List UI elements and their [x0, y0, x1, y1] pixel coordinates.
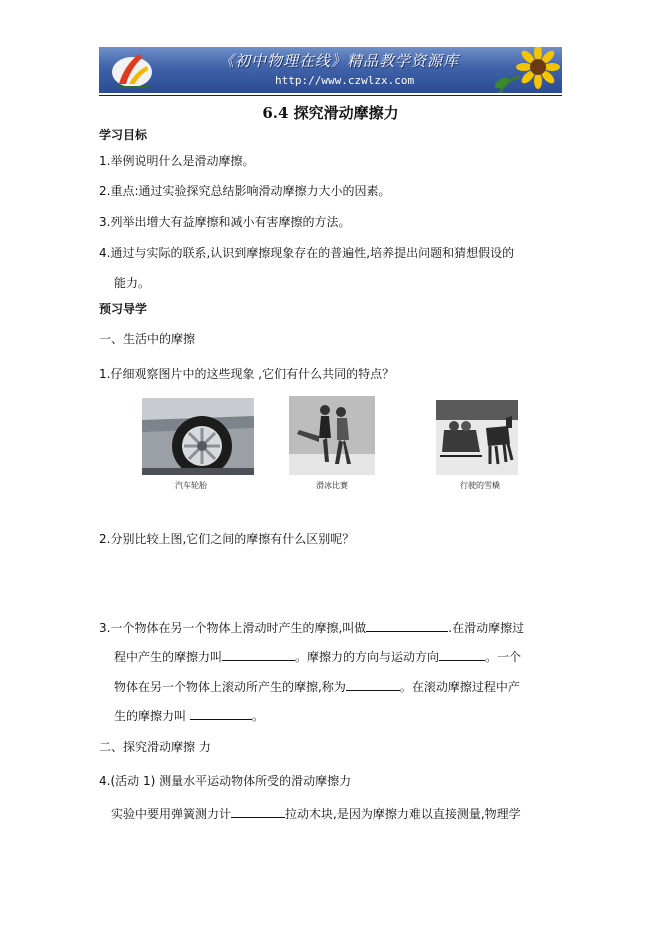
banner-url: http://www.czwlzx.com [275, 74, 415, 87]
question-4: 4.(活动 1) 测量水平运动物体所受的滑动摩擦力 [99, 774, 352, 788]
caption-skating: 滑冰比赛 [316, 481, 348, 490]
part1-heading: 一、生活中的摩擦 [99, 332, 196, 346]
answer-blank[interactable] [439, 648, 485, 661]
q3-text-3a: 物体在另一个物体上滚动所产生的摩擦,称为 [114, 680, 346, 694]
question-3-line-4 [114, 707, 264, 724]
question-3-line-2 [114, 648, 521, 665]
header-banner [99, 47, 562, 93]
goals-heading: 学习目标 [99, 128, 148, 142]
banner-title: 《初中物理在线》精品教学资源库 [219, 52, 460, 70]
part2-heading: 二、探究滑动摩擦 力 [99, 740, 211, 754]
goal-1: 1.举例说明什么是滑动摩擦。 [99, 154, 255, 168]
q4-text-a: 实验中要用弹簧测力计 [111, 807, 232, 821]
question-2: 2.分别比较上图,它们之间的摩擦有什么区别呢？ [99, 532, 355, 546]
q3-text-2c: 。一个 [485, 650, 522, 664]
question-3-line-3 [114, 678, 520, 695]
logo-icon [109, 50, 155, 90]
q3-text-3b: 。在滚动摩擦过程中产 [399, 680, 520, 694]
answer-blank[interactable] [366, 619, 448, 632]
caption-sled: 行驶的雪橇 [460, 481, 500, 490]
answer-blank[interactable] [346, 678, 400, 691]
q4-text-b: 拉动木块,是因为摩擦力难以直接测量,物理学 [285, 807, 521, 821]
q3-text-2a: 程中产生的摩擦力叫 [114, 650, 223, 664]
goal-2: 2.重点:通过实验探究总结影响滑动摩擦力大小的因素。 [99, 184, 391, 198]
skating-image [289, 396, 375, 475]
q3-text-2b: 。摩擦力的方向与运动方向 [295, 650, 440, 664]
sled-image [436, 400, 518, 475]
goal-4: 4.通过与实际的联系,认识到摩擦现象存在的普遍性,培养提出问题和猜想假设的 [99, 246, 515, 260]
q3-text-1a: 3.一个物体在另一个物体上滑动时产生的摩擦,叫做 [99, 621, 367, 635]
goal-4-cont: 能力。 [114, 276, 151, 290]
question-3-line-1 [99, 619, 524, 636]
preview-heading: 预习导学 [99, 302, 148, 316]
answer-blank[interactable] [190, 707, 252, 720]
q3-text-1b: .在滑动摩擦过 [448, 621, 525, 635]
caption-car-tire: 汽车轮胎 [175, 481, 207, 490]
header-rule [99, 95, 562, 96]
answer-blank[interactable] [231, 805, 285, 818]
q3-text-4a: 生的摩擦力叫 [114, 709, 187, 723]
q3-text-4b: 。 [252, 709, 265, 723]
sunflower-icon [480, 47, 560, 93]
question-4-body [111, 805, 521, 822]
answer-blank[interactable] [222, 648, 295, 661]
question-1: 1.仔细观察图片中的这些现象 ,它们有什么共同的特点？ [99, 367, 395, 381]
page-title: 6.4 探究滑动摩擦力 [262, 104, 399, 122]
goal-3: 3.列举出增大有益摩擦和减小有害摩擦的方法。 [99, 215, 351, 229]
car-tire-image [142, 398, 254, 475]
